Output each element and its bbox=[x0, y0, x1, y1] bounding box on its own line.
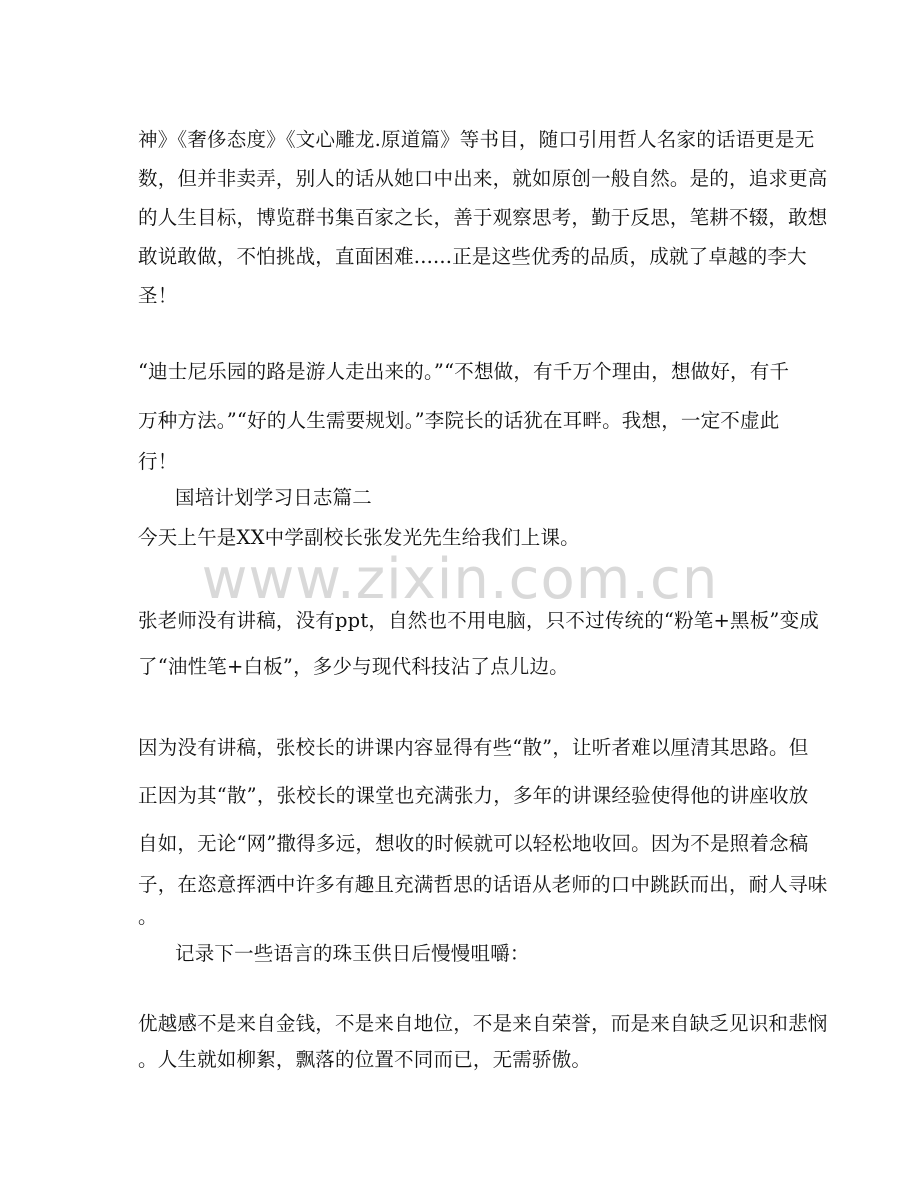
paragraph-line: 。 bbox=[138, 905, 158, 928]
paragraph-line: “迪士尼乐园的路是游人走出来的。”“不想做，有千万个理由，想做好，有千 bbox=[138, 360, 790, 383]
paragraph-line: 敢说敢做，不怕挑战，直面困难......正是这些优秀的品质，成就了卓越的李大 bbox=[138, 245, 807, 268]
paragraph-line: 的人生目标，博览群书集百家之长，善于观察思考，勤于反思，笔耕不辍，敢想 bbox=[138, 206, 828, 229]
paragraph-line: 行！ bbox=[138, 450, 178, 473]
paragraph-line: 自如，无论“网”撒得多远，想收的时候就可以轻松地收回。因为不是照着念稿 bbox=[138, 832, 809, 855]
paragraph-line: 数，但并非卖弄，别人的话从她口中出来，就如原创一般自然。是的，追求更高 bbox=[138, 167, 828, 190]
section-heading: 国培计划学习日志篇二 bbox=[175, 486, 373, 509]
paragraph-line: 今天上午是XX中学副校长张发光先生给我们上课。 bbox=[138, 526, 580, 549]
paragraph-line: 因为没有讲稿，张校长的讲课内容显得有些“散”，让听者难以厘清其思路。但 bbox=[138, 736, 809, 759]
paragraph-line: 正因为其“散”，张校长的课堂也充满张力，多年的讲课经验使得他的讲座收放 bbox=[138, 784, 809, 807]
paragraph-line: 圣！ bbox=[138, 284, 178, 307]
paragraph-line: 。人生就如柳絮，飘落的位置不同而已，无需骄傲。 bbox=[138, 1048, 592, 1071]
paragraph-line: 记录下一些语言的珠玉供日后慢慢咀嚼： bbox=[175, 942, 530, 965]
watermark: www.zixin.com.cn bbox=[201, 547, 719, 612]
paragraph-line: 万种方法。”“好的人生需要规划。”李院长的话犹在耳畔。我想，一定不虚此 bbox=[138, 409, 780, 432]
paragraph-line: 子，在恣意挥洒中许多有趣且充满哲思的话语从老师的口中跳跃而出，耐人寻味 bbox=[138, 873, 828, 896]
paragraph-line: 优越感不是来自金钱，不是来自地位，不是来自荣誉，而是来自缺乏见识和悲悯 bbox=[138, 1012, 828, 1035]
paragraph-line: 张老师没有讲稿，没有ppt，自然也不用电脑，只不过传统的“粉笔+黑板”变成 bbox=[138, 609, 819, 632]
paragraph-line: 了“油性笔+白板”，多少与现代科技沾了点儿边。 bbox=[138, 655, 569, 678]
paragraph-line: 神》《奢侈态度》《文心雕龙.原道篇》等书目，随口引用哲人名家的话语更是无 bbox=[138, 128, 815, 151]
